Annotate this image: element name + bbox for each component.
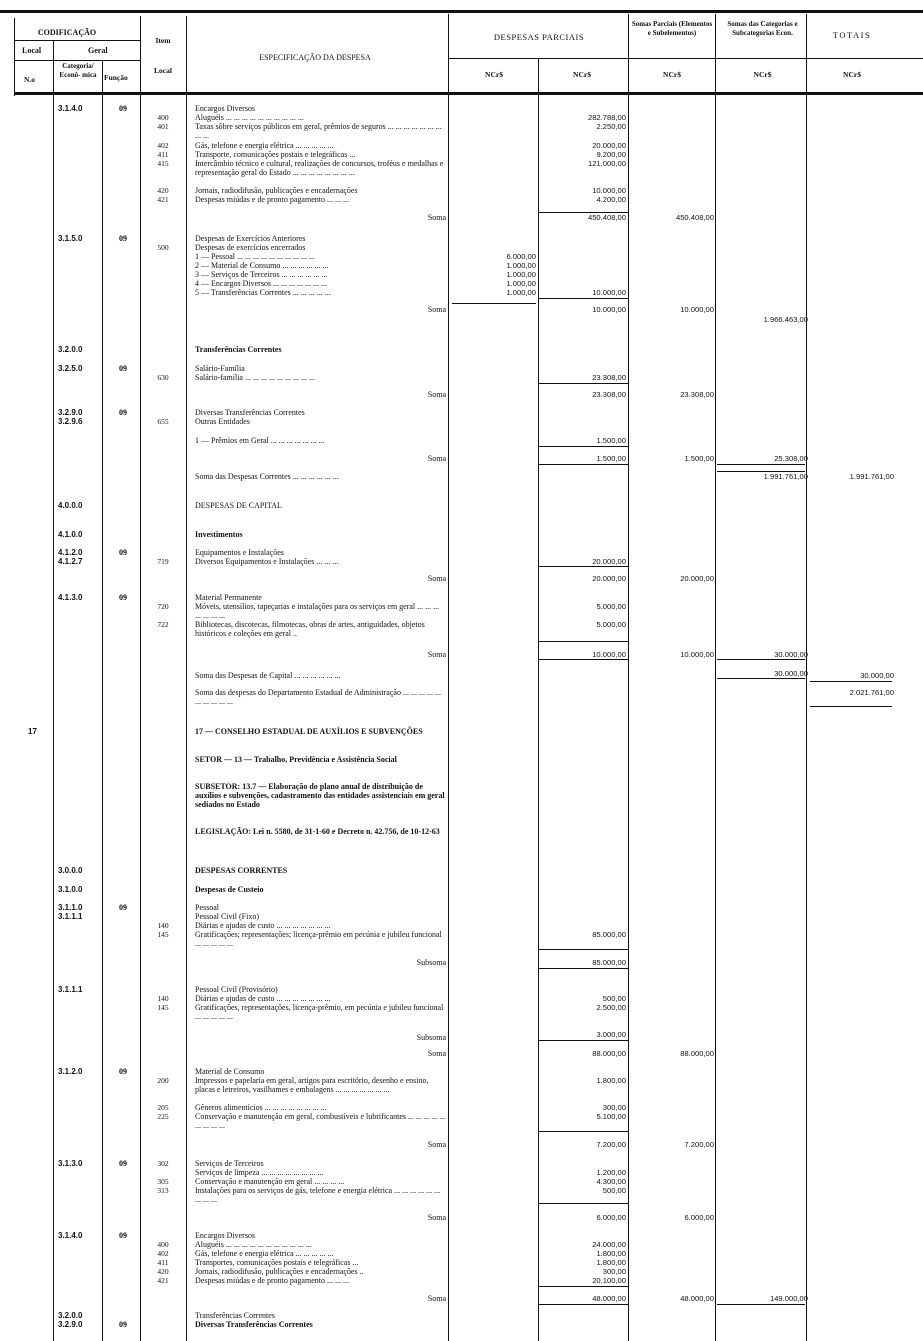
specification-text: Conservação e manutenção em geral ... ... ... ...: [195, 1177, 345, 1186]
function-code: 09: [119, 548, 127, 557]
partial-expense: 1.500,00: [596, 436, 626, 445]
partial-expense: 85.000,00: [592, 930, 626, 939]
partial-expense: 20.100,00: [592, 1276, 626, 1285]
item-code: 415: [157, 159, 169, 168]
category-code: 3.1.5.0: [58, 234, 83, 243]
item-code: 400: [157, 1240, 169, 1249]
item-code: 313: [157, 1186, 169, 1195]
column-rule: [448, 14, 449, 1341]
column-rule: [102, 60, 103, 1341]
specification-text: Pessoal: [195, 903, 219, 912]
function-code: 09: [119, 903, 127, 912]
partial-expense: 1.200,00: [596, 1168, 626, 1177]
partial-expense: 3.000,00: [596, 1030, 626, 1039]
item-code: 401: [157, 122, 169, 131]
specification-text: Despesas de Exercícios Anteriores: [195, 234, 306, 243]
soma-label: Soma: [427, 1049, 446, 1058]
partial-expense: 23.308,00: [592, 373, 626, 382]
header-ncr2: NCr$: [573, 70, 591, 79]
column-rule: [186, 16, 187, 1341]
partial-expense: 4.200,00: [596, 195, 626, 204]
partial-expense: 1.800,00: [596, 1076, 626, 1085]
partial-sum: 88.000,00: [680, 1049, 714, 1058]
specification-text: 17 — CONSELHO ESTADUAL DE AUXÍLIOS E SUBVENÇÕES: [195, 727, 423, 736]
soma-label: Soma: [427, 390, 446, 399]
partial-expense: 300,00: [602, 1267, 626, 1276]
category-code: 3.1.4.0: [58, 104, 83, 113]
partial-expense: 2.500,00: [596, 1003, 626, 1012]
function-code: 09: [119, 364, 127, 373]
partial-expense: 5.100,00: [596, 1112, 626, 1121]
top-rule: [0, 10, 923, 13]
partial-expense: 1.000,00: [506, 270, 536, 279]
specification-text: Jornais, radiodifusão, publicações e encadernações ..: [195, 1267, 364, 1276]
category-sum: 149.000,00: [769, 1294, 808, 1303]
item-code: 630: [157, 373, 169, 382]
specification-text: Gás, telefone e energia elétrica ... ... ... ... ...: [195, 1249, 334, 1258]
specification-text: Aluguéis ... ... ... ... ... ... ... ... ... ...: [195, 113, 304, 122]
category-code: 3.1.1.0: [58, 903, 83, 912]
category-sum: 25.308,00: [774, 454, 808, 463]
header-ncr1: NCr$: [485, 70, 503, 79]
function-code: 09: [119, 408, 127, 417]
specification-text: Despesas de Custeio: [195, 885, 264, 894]
item-code: 719: [157, 557, 169, 566]
specification-text: Outras Entidades: [195, 417, 250, 426]
category-code: 3.1.3.0: [58, 1159, 83, 1168]
header-somas-parciais: Somas Parciais (Elementos e Subelementos): [631, 20, 713, 37]
soma-label: Soma: [427, 650, 446, 659]
specification-text: Gás, telefone e energia elétrica ... ... ... ... ...: [195, 141, 334, 150]
header-codificacao: CODIFICAÇÃO: [37, 28, 97, 37]
partial-sum: 6.000,00: [684, 1213, 714, 1222]
specification-text: Diversos Equipamentos e Instalações ... ... ...: [195, 557, 339, 566]
item-code: 411: [157, 150, 169, 159]
partial-expense: 300,00: [602, 1103, 626, 1112]
specification-text: Instalações para os serviços de gás, telefone e energia elétrica ... ... ... ... ... ... ... ... ...: [195, 1186, 441, 1204]
specification-text: LEGISLAÇÃO: Lei n. 5580, de 31-1-60 e Decreto n. 42.756, de 10-12-63: [195, 827, 440, 836]
partial-expense: 10.000,00: [592, 650, 626, 659]
category-code: 3.1.0.0: [58, 885, 83, 894]
specification-text: Pessoal Civil (Provisório): [195, 985, 278, 994]
specification-text: DESPESAS CORRENTES: [195, 866, 288, 875]
soma-label: Soma: [427, 1140, 446, 1149]
item-code: 400: [157, 113, 169, 122]
sum-rule: [538, 446, 628, 447]
sum-rule: [717, 471, 805, 472]
item-code: 421: [157, 1276, 169, 1285]
sum-rule: [538, 949, 628, 950]
category-sum: 1.991.761,00: [763, 472, 808, 481]
sum-rule: [538, 464, 628, 465]
partial-expense: 1.000,00: [506, 279, 536, 288]
function-code: 09: [119, 1320, 127, 1329]
sum-rule: [538, 968, 628, 969]
soma-label: Soma: [427, 574, 446, 583]
specification-text: 1 — Prêmios em Geral ... ... ... ... ... ... ...: [195, 436, 325, 445]
partial-expense: 10.000,00: [592, 305, 626, 314]
partial-expense: 88.000,00: [592, 1049, 626, 1058]
column-rule: [53, 40, 54, 1341]
soma-label: Soma: [427, 1213, 446, 1222]
specification-text: SETOR — 13 — Trabalho, Previdência e Assistência Social: [195, 755, 397, 764]
column-rule: [14, 18, 15, 96]
item-code: 200: [157, 1076, 169, 1085]
sum-rule: [538, 212, 628, 213]
specification-text: Transporte, comunicações postais e telegráficas ...: [195, 150, 356, 159]
specification-text: Diversas Transferências Correntes: [195, 1320, 313, 1329]
soma-label: Soma: [427, 1294, 446, 1303]
header-totais: TOTAIS: [832, 30, 872, 40]
header-item-local: Local: [154, 66, 172, 75]
specification-text: Bibliotecas, discotecas, filmotecas, obras de artes, antiguidades, objetos históricos e coleções em geral ..: [195, 620, 425, 638]
partial-expense: 1.800,00: [596, 1258, 626, 1267]
category-sum: 30.000,00: [774, 650, 808, 659]
specification-text: Diárias e ajudas de custo ... ... ... ... ... ... ...: [195, 921, 331, 930]
category-sum: 30.000,00: [774, 669, 808, 678]
column-rule: [140, 16, 141, 1341]
function-code: 09: [119, 1159, 127, 1168]
function-code: 09: [119, 593, 127, 602]
partial-sum: 7.200,00: [684, 1140, 714, 1149]
header-despesas-parciais: DESPESAS PARCIAIS: [493, 32, 585, 42]
sum-rule: [538, 1286, 628, 1287]
category-code: 4.1.2.0: [58, 548, 83, 557]
specification-text: Móveis, utensílios, tapeçarias e instalações para os serviços em geral ... ... ... ... ... ... ...: [195, 602, 440, 620]
item-code: 720: [157, 602, 169, 611]
header-geral: Geral: [88, 46, 108, 55]
partial-expense: 6.000,00: [596, 1213, 626, 1222]
category-code: 3.2.9.0: [58, 408, 83, 417]
sum-rule: [538, 566, 628, 567]
specification-text: Soma das Despesas de Capital ... ... ... ... ... ...: [195, 671, 341, 680]
specification-text: Diversas Transferências Correntes: [195, 408, 305, 417]
item-code: 722: [157, 620, 169, 629]
sum-rule: [538, 659, 628, 660]
sum-rule: [538, 1304, 628, 1305]
partial-expense: 500,00: [602, 994, 626, 1003]
category-sum: 1.966.463,00: [763, 315, 808, 324]
header-divider: [14, 60, 140, 61]
item-code: 402: [157, 141, 169, 150]
specification-text: DESPESAS DE CAPITAL: [195, 501, 282, 510]
partial-sum: 20.000,00: [680, 574, 714, 583]
header-especificacao: ESPECIFICAÇÃO DA DESPESA: [259, 53, 371, 62]
specification-text: Salário-Família: [195, 364, 245, 373]
specification-text: Soma das Despesas Correntes ... ... ... ... ... ...: [195, 472, 339, 481]
soma-label: Soma: [427, 305, 446, 314]
column-rule: [715, 14, 716, 1341]
specification-text: Material de Consumo: [195, 1067, 265, 1076]
specification-text: 3 — Serviços de Terceiros ... ... ... ... ... ...: [195, 270, 328, 279]
partial-expense: 1.500,00: [596, 454, 626, 463]
item-code: 145: [157, 1003, 169, 1012]
category-code: 3.1.2.0: [58, 1067, 83, 1076]
header-bottom-rule: [14, 92, 923, 95]
item-code: 421: [157, 195, 169, 204]
category-code: 4.1.3.0: [58, 593, 83, 602]
specification-text: Intercâmbio técnico e cultural, realizações de concursos, troféus e medalhas e representação geral do Estado ... ... ... ... ... ... ... ...: [195, 159, 444, 177]
specification-text: Transportes, comunicações postais e telegráficas ...: [195, 1258, 359, 1267]
sum-rule: [538, 298, 628, 299]
category-code: 3.2.9.6: [58, 417, 83, 426]
partial-expense: 24.000,00: [592, 1240, 626, 1249]
specification-text: Transferências Correntes: [195, 345, 282, 354]
soma-label: Subsoma: [416, 958, 446, 967]
partial-expense: 5.000,00: [596, 602, 626, 611]
total: 2.021.761,00: [849, 688, 894, 697]
item-code: 140: [157, 921, 169, 930]
partial-expense: 20.000,00: [592, 141, 626, 150]
partial-expense: 1.000,00: [506, 288, 536, 297]
partial-expense: 10.000,00: [592, 186, 626, 195]
specification-text: Despesas miúdas e de pronto pagamento ... ... ...: [195, 195, 349, 204]
partial-expense: 20.000,00: [592, 574, 626, 583]
total: 1.991.761,00: [849, 472, 894, 481]
specification-text: Conservação e manutenção em geral, combustíveis e lubrificantes ... ... ... ... ... ... ... ... ...: [195, 1112, 447, 1130]
specification-text: Soma das despesas do Departamento Estadual de Administração ... ... ... ... ... ... ... ... ... ...: [195, 688, 441, 706]
sum-rule: [717, 678, 805, 679]
category-code: 3.1.1.1: [58, 912, 83, 921]
partial-sum: 1.500,00: [684, 454, 714, 463]
category-code: 3.1.1.1: [58, 985, 83, 994]
function-code: 09: [119, 104, 127, 113]
function-code: 09: [119, 234, 127, 243]
item-code: 402: [157, 1249, 169, 1258]
partial-sum: 10.000,00: [680, 650, 714, 659]
header-ncr3: NCr$: [663, 70, 681, 79]
partial-expense: 10.000,00: [592, 288, 626, 297]
sum-rule: [538, 1203, 628, 1204]
category-code: 3.2.0.0: [58, 345, 83, 354]
partial-expense: 7.200,00: [596, 1140, 626, 1149]
function-code: 09: [119, 1067, 127, 1076]
specification-text: Encargos Diversos: [195, 1231, 256, 1240]
item-code: 145: [157, 930, 169, 939]
category-code: 3.1.4.0: [58, 1231, 83, 1240]
header-somas-categorias: Somas das Categorias e Subcategorias Econ.: [727, 20, 798, 37]
specification-text: Diárias e ajudas de custo ... ... ... ... ... ... ...: [195, 994, 331, 1003]
specification-text: Jornais, radiodifusão, publicações e encadernações: [195, 186, 358, 195]
sum-rule: [810, 681, 892, 682]
sum-rule: [717, 659, 805, 660]
specification-text: Despesas de exercícios encerrados: [195, 243, 306, 252]
specification-text: Aluguéis ... ... ... ... ... ... ... ... ... ... ...: [195, 1240, 312, 1249]
specification-text: 2 — Material de Consumo ... ... ... ... ... ...: [195, 261, 329, 270]
partial-expense: 500,00: [602, 1186, 626, 1195]
partial-expense: 5.000,00: [596, 620, 626, 629]
header-local: Local: [22, 46, 42, 55]
sum-rule: [810, 706, 892, 707]
partial-expense: 23.308,00: [592, 390, 626, 399]
specification-text: Encargos Diversos: [195, 104, 256, 113]
specification-text: Gratificações; representações; licença-prêmio em pecúnia e jubileu funcional ... ... ... ... ...: [195, 930, 442, 948]
header-item: Item: [155, 36, 171, 45]
specification-text: Gêneros alimentícios ... ... ... ... ... ... ... ...: [195, 1103, 327, 1112]
category-code: 3.2.9.0: [58, 1320, 83, 1329]
sum-rule: [538, 1040, 628, 1041]
sum-rule: [717, 1304, 805, 1305]
specification-text: Pessoal Civil (Fixo): [195, 912, 260, 921]
category-code: 4.0.0.0: [58, 501, 83, 510]
specification-text: Salário-família ... ... ... ... ... ... ... ... ...: [195, 373, 315, 382]
category-code: 3.2.5.0: [58, 364, 83, 373]
specification-text: SUBSETOR: 13.7 — Elaboração do plano anual de distribuição de auxílios e subvenções, cadastramento das entidades assistenciais em geral sediados no Estado: [195, 782, 445, 809]
soma-label: Soma: [427, 454, 446, 463]
item-code: 420: [157, 1267, 169, 1276]
sum-rule: [452, 303, 536, 304]
partial-expense: 1.800,00: [596, 1249, 626, 1258]
specification-text: Equipamentos e Instalações: [195, 548, 284, 557]
partial-expense: 85.000,00: [592, 958, 626, 967]
item-code: 140: [157, 994, 169, 1003]
sum-rule: [538, 1131, 628, 1132]
soma-label: Subsoma: [416, 1033, 446, 1042]
specification-text: Impressos e papelaria em geral, artigos para escritório, desenho e ensino, placas e letreiros, vasilhames e embalagens ... ... ... ... ... ... ...: [195, 1076, 429, 1094]
item-code: 225: [157, 1112, 169, 1121]
specification-text: Taxas sôbre serviços públicos em geral, prêmios de seguros ... ... ... ... ... ... ... ... ...: [195, 122, 442, 140]
column-rule: [628, 14, 629, 1341]
specification-text: 4 — Encargos Diversos ... ... ... ... ... ... ...: [195, 279, 328, 288]
partial-expense: 20.000,00: [592, 557, 626, 566]
specification-text: Despesas miúdas e de pronto pagamento ... ... ...: [195, 1276, 349, 1285]
partial-expense: 282.788,00: [587, 113, 626, 122]
header-divider: [448, 58, 923, 59]
soma-label: Soma: [427, 213, 446, 222]
partial-expense: 9.200,00: [596, 150, 626, 159]
category-code: 4.1.0.0: [58, 530, 83, 539]
specification-text: Transferências Correntes: [195, 1311, 275, 1320]
partial-sum: 450.408,00: [675, 213, 714, 222]
specification-text: Investimentos: [195, 530, 243, 539]
specification-text: Serviços de limpeza ... ... ... ... ... ... ... ...: [195, 1168, 324, 1177]
header-funcao: Função: [104, 73, 128, 82]
partial-expense: 48.000,00: [592, 1294, 626, 1303]
category-code: 4.1.2.7: [58, 557, 83, 566]
specification-text: 1 — Pessoal ... ... ... ... ... ... ... ... ... ...: [195, 252, 315, 261]
specification-text: Serviços de Terceiros: [195, 1159, 264, 1168]
partial-expense: 121.000,00: [587, 159, 626, 168]
function-code: 09: [119, 1231, 127, 1240]
header-ncr5: NCr$: [843, 70, 861, 79]
total: 30.000,00: [860, 671, 894, 680]
table-header: [0, 0, 923, 96]
item-code: 655: [157, 417, 169, 426]
header-ncr4: NCr$: [753, 70, 772, 79]
partial-expense: 4.300,00: [596, 1177, 626, 1186]
partial-sum: 48.000,00: [680, 1294, 714, 1303]
specification-text: 5 — Transferências Correntes ... ... ... ... ...: [195, 288, 331, 297]
header-divider: [14, 40, 140, 41]
local-code: 17: [28, 727, 37, 736]
item-code: 302: [157, 1159, 169, 1168]
partial-sum: 10.000,00: [680, 305, 714, 314]
specification-text: Material Permanente: [195, 593, 262, 602]
sum-rule: [538, 383, 628, 384]
item-code: 205: [157, 1103, 169, 1112]
item-code: 305: [157, 1177, 169, 1186]
item-code: 411: [157, 1258, 169, 1267]
item-code: 420: [157, 186, 169, 195]
partial-expense: 450.408,00: [587, 213, 626, 222]
header-no: N.o: [24, 75, 36, 84]
partial-sum: 23.308,00: [680, 390, 714, 399]
partial-expense: 2.250,00: [596, 122, 626, 131]
header-categoria: Categoria/ Econô- mica: [59, 62, 97, 79]
sum-rule: [538, 641, 628, 642]
category-code: 3.2.0.0: [58, 1311, 83, 1320]
partial-expense: 6.000,00: [506, 252, 536, 261]
category-code: 3.0.0.0: [58, 866, 83, 875]
specification-text: Gratificações, representações, licença-prêmio, em pecúnia e jubileu funcional ... ... ... ... ...: [195, 1003, 444, 1021]
partial-expense: 1.000,00: [506, 261, 536, 270]
item-code: 500: [157, 243, 169, 252]
sum-rule: [717, 464, 805, 465]
